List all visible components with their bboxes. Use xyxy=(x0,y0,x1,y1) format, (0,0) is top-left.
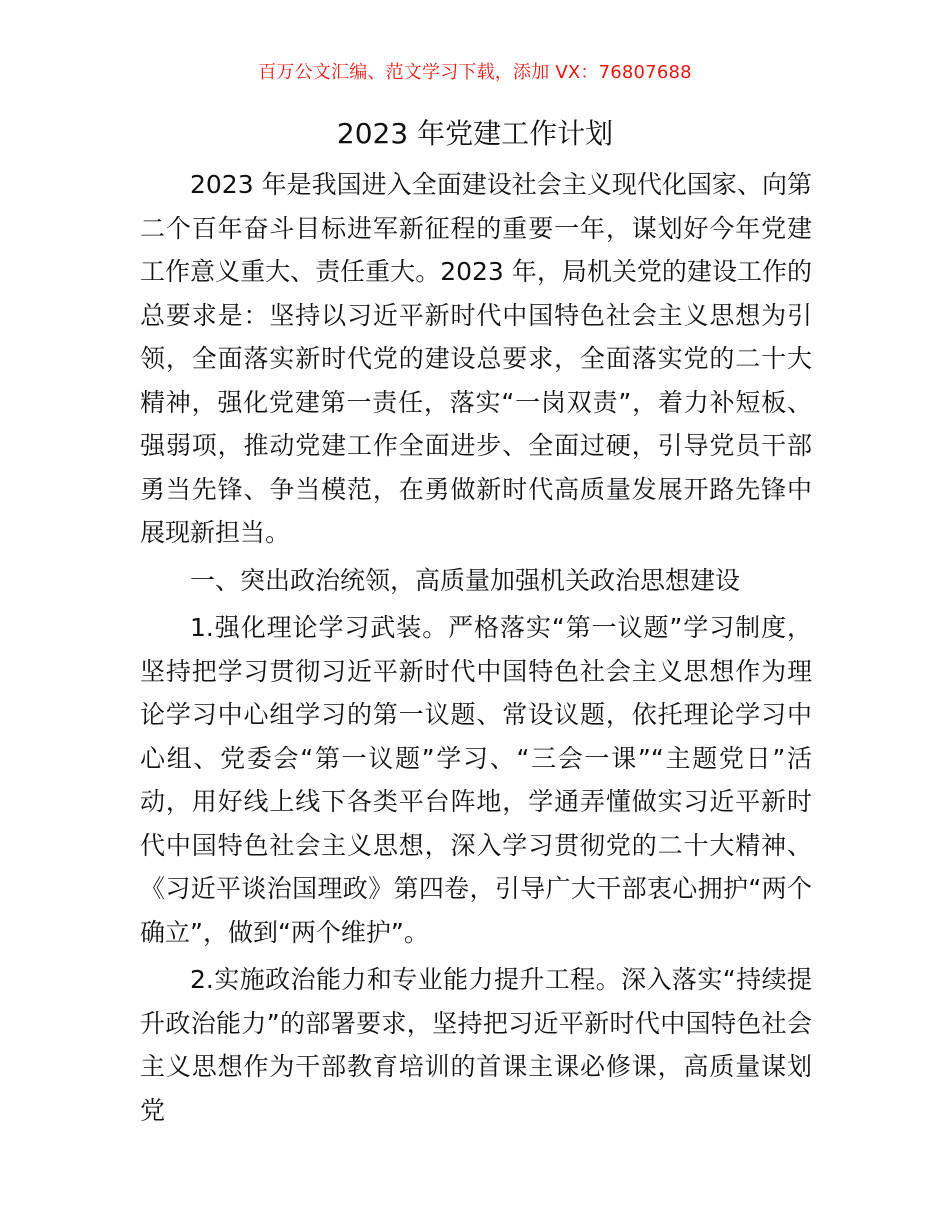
header-watermark-text: 百万公文汇编、范文学习下载，添加 VX：76807688 xyxy=(258,62,692,83)
item-paragraph-1: 1.强化理论学习武装。严格落实“第一议题”学习制度，坚持把学习贯彻习近平新时代中国特色社会主义思想作为理论学习中心组学习的第一议题、常设议题，依托理论学习中心组、党委会“第一议题”学习、“三会一课”“主题党日”活动，用好线上线下各类平台阵地，学通弄懂做实习近平新时代中国特色社会主义思想，深入学习贯彻党的二十大精神、《习近平谈治国理政》第四卷，引导广大干部衷心拥护“两个确立”，做到“两个维护”。 xyxy=(140,613,812,947)
document-body xyxy=(140,163,812,1132)
intro-paragraph: 2023 年是我国进入全面建设社会主义现代化国家、向第二个百年奋斗目标进军新征程的重要一年，谋划好今年党建工作意义重大、责任重大。2023 年，局机关党的建设工作的总要求是：坚持以习近平新时代中国特色社会主义思想为引领，全面落实新时代党的建设总要求，全面落实党的二十大精神，强化党建第一责任，落实“一岗双责”，着力补短板、强弱项，推动党建工作全面进步、全面过硬，引导党员干部勇当先锋、争当模范，在勇做新时代高质量发展开路先锋中展现新担当。 xyxy=(140,170,812,547)
section-heading-1: 一、突出政治统领，高质量加强机关政治思想建设 xyxy=(190,565,741,595)
item-paragraph-2: 2.实施政治能力和专业能力提升工程。深入落实“持续提升政治能力”的部署要求，坚持把习近平新时代中国特色社会主义思想作为干部教育培训的首课主课必修课，高质量谋划党 xyxy=(140,965,812,1125)
document-title: 2023 年党建工作计划 xyxy=(336,117,614,150)
